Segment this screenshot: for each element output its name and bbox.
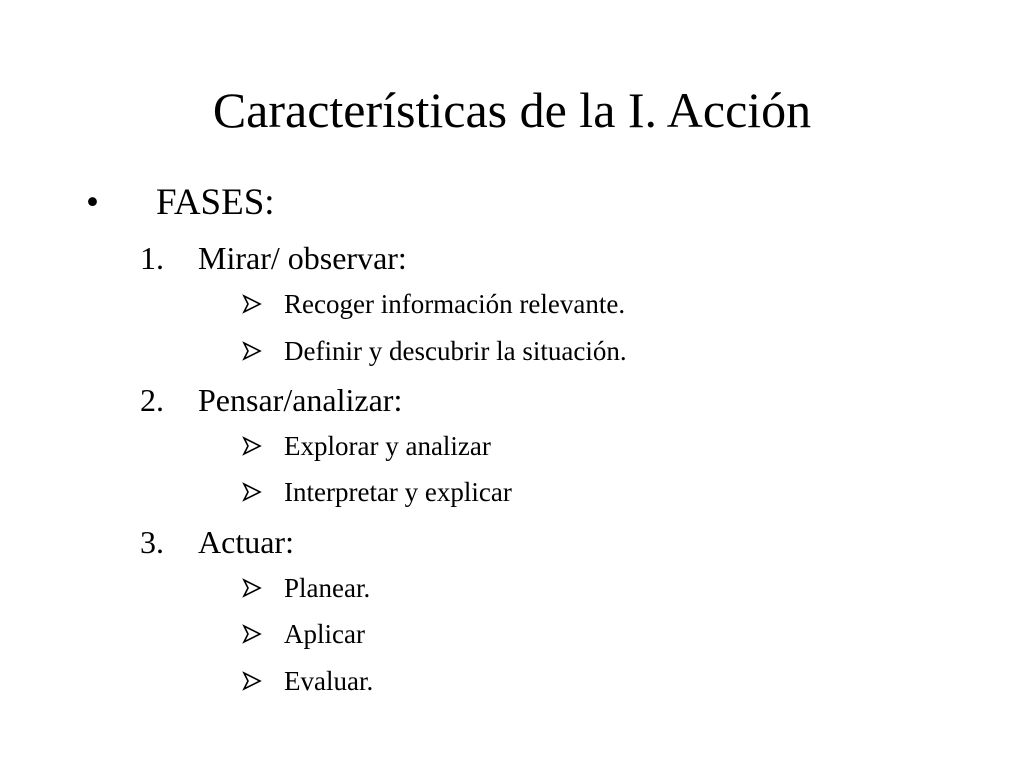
slide-title: Características de la I. Acción [212, 82, 812, 138]
sub-item [242, 571, 370, 605]
arrowhead-icon [242, 482, 262, 502]
phase-label: Pensar/analizar: [198, 381, 403, 418]
sub-item-label: Definir y descubrir la situación. [284, 335, 627, 366]
sub-item [242, 475, 512, 509]
sub-item [242, 287, 625, 321]
arrowhead-icon [242, 624, 262, 644]
sub-item-label: Interpretar y explicar [284, 476, 512, 507]
arrowhead-icon [242, 671, 262, 691]
sub-item-label: Evaluar. [284, 665, 374, 696]
sub-item [242, 664, 373, 698]
arrowhead-icon [242, 294, 262, 314]
phase-item [140, 238, 407, 278]
sub-item-label: Planear. [284, 572, 371, 603]
phase-number: 1. [140, 239, 164, 276]
bullet-label: FASES: [156, 181, 275, 223]
phase-number: 2. [140, 381, 164, 418]
sub-item [242, 617, 365, 651]
sub-item [242, 334, 627, 368]
bullet-symbol: • [86, 181, 99, 223]
phase-item [140, 380, 402, 420]
sub-item-label: Recoger información relevante. [284, 288, 626, 319]
sub-item-label: Explorar y analizar [284, 430, 491, 461]
bullet-fases [86, 177, 275, 227]
sub-item-label: Aplicar [284, 618, 365, 649]
phase-number: 3. [140, 523, 164, 560]
arrowhead-icon [242, 436, 262, 456]
sub-item [242, 429, 491, 463]
arrowhead-icon [242, 578, 262, 598]
phase-item [140, 522, 294, 562]
phase-label: Actuar: [198, 523, 294, 560]
phase-label: Mirar/ observar: [198, 239, 407, 276]
arrowhead-icon [242, 341, 262, 361]
